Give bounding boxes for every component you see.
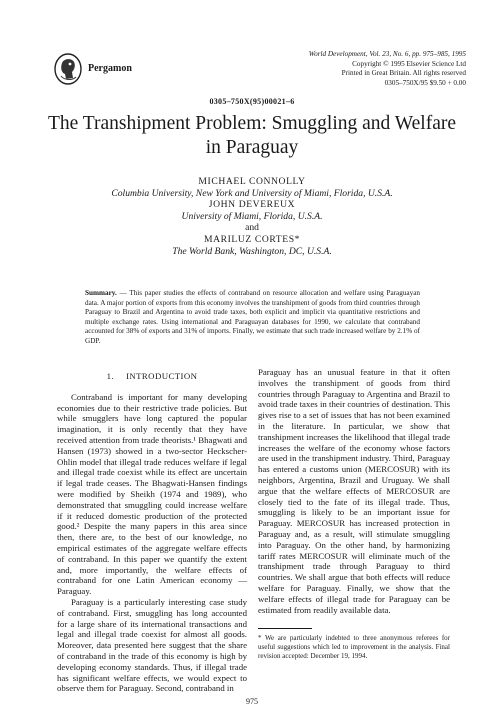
abstract-text: — This paper studies the effects of contraband on resource allocation and welfare using Paraguayan data. A major portion of exports from this economy involves the transhipment of goods from third countries through Paraguay to Brazil and Argentina to avoid trade taxes, both explicit and implicit via quantitative restrictions and multiple exchange rates. Using international and Paraguayan databases for 1990, we calculate that contraband accounted for 38% of exports and 31% of imports. Finally, we estimate that such trade increased welfare by 2.1% of GDP. (85, 289, 420, 345)
body-column-left (57, 371, 247, 694)
author-affiliation: The World Bank, Washington, DC, U.S.A. (172, 245, 332, 257)
body-column-right (258, 367, 450, 615)
article-title (40, 112, 464, 160)
section-number: 1. (106, 371, 115, 381)
author-affiliation: Columbia University, New York and University of Miami, Florida, U.S.A. (111, 187, 393, 199)
publisher-name: Pergamon (88, 63, 132, 74)
author-name: MARILUZ CORTES* (203, 233, 301, 245)
journal-citation: World Development, Vol. 23, No. 6, pp. 975–985, 1995 (308, 50, 466, 58)
author-block (40, 176, 464, 257)
printed-line: Printed in Great Britain. All rights reserved (341, 69, 466, 77)
pergamon-logo-icon (53, 52, 83, 86)
section-heading (57, 371, 247, 382)
body-paragraph: Contraband is important for many developing economies due to their restrictive trade policies. But while smugglers have long captured the popular imagination, it is only recently that they have received attention from trade theorists.¹ Bhagwati and Hansen (1973) showed in a two-sector Heckscher-Ohlin model that illegal trade reduces welfare if legal and illegal trade coexist while its effect are uncertain if legal trade ceases. The Bhagwati-Hansen findings were modified by Sheikh (1974 and 1989), who demonstrated that smuggling could increase welfare if it reduced domestic production of the protected good.² Despite the many papers in this area since then, there are, to the best of our knowledge, no empirical estimates of the aggregate welfare effects of contraband. In this paper we quantify the extent and, more importantly, the welfare effects of contraband for one Latin American economy — Paraguay. (57, 391, 247, 597)
author-name: MICHAEL CONNOLLY (198, 176, 306, 187)
journal-meta (236, 50, 466, 88)
footnote-divider (258, 628, 312, 629)
issn-line: 0305–750X/95 $9.50 + 0.00 (384, 78, 466, 87)
abstract-lead: Summary. (85, 289, 117, 297)
page-number: 975 (246, 697, 258, 706)
section-title: INTRODUCTION (126, 371, 198, 381)
footnote: * We are particularly indebted to three anonymous referees for useful suggestions which led to improvement in the analysis. Final revision accepted: December 19, 1994. (258, 634, 450, 660)
copyright-line: Copyright © 1995 Elsevier Science Ltd (352, 59, 466, 68)
abstract (85, 289, 420, 347)
body-paragraph: Paraguay has an unusual feature in that it often involves the transhipment of goods from third countries through Paraguay to Argentina and Brazil to avoid trade taxes in their countries of destination. This gives rise to a set of issues that has not been examined in the literature. In particular, we show that transhipment increases the likelihood that illegal trade increases the welfare of the economy whose factors are used in the transhipment industry. Third, Paraguay has entered a customs union (MERCOSUR) with its neighbors, Argentina, Brazil and Uruguay. We shall argue that the welfare effects of MERCOSUR are closely tied to the fate of its illegal trade. Thus, smuggling is likely to be an important issue for Paraguay. MERCOSUR has increased protection in Paraguay and, as a result, will stimulate smuggling into Paraguay. On the other hand, by harmonizing tariff rates MERCOSUR will eliminate much of the transhipment trade through Paraguay to third countries. We shall argue that both effects will reduce welfare for Paraguay. Finally, we show that the welfare effects of illegal trade for Paraguay can be estimated from readily available data. (258, 367, 450, 615)
author-name: JOHN DEVEREUX (208, 199, 296, 211)
article-doi: 0305–750X(95)00021–6 (209, 97, 295, 106)
body-paragraph: Paraguay is a particularly interesting case study of contraband. First, smuggling has long accounted for a large share of its international transactions and legal and illegal trade coexist for almost all goods. Moreover, data presented here suggest that the share of contraband in the trade of this economy is high by developing economy standards. Thus, if illegal trade has significant welfare effects, we would expect to observe them for Paraguay. Second, contraband in (57, 596, 247, 694)
author-affiliation: University of Miami, Florida, U.S.A. (181, 210, 323, 222)
title-line-2: in Paraguay (205, 137, 299, 158)
title-line-1: The Transhipment Problem: Smuggling and Welfare (47, 113, 457, 134)
author-conjunction: and (245, 222, 259, 234)
